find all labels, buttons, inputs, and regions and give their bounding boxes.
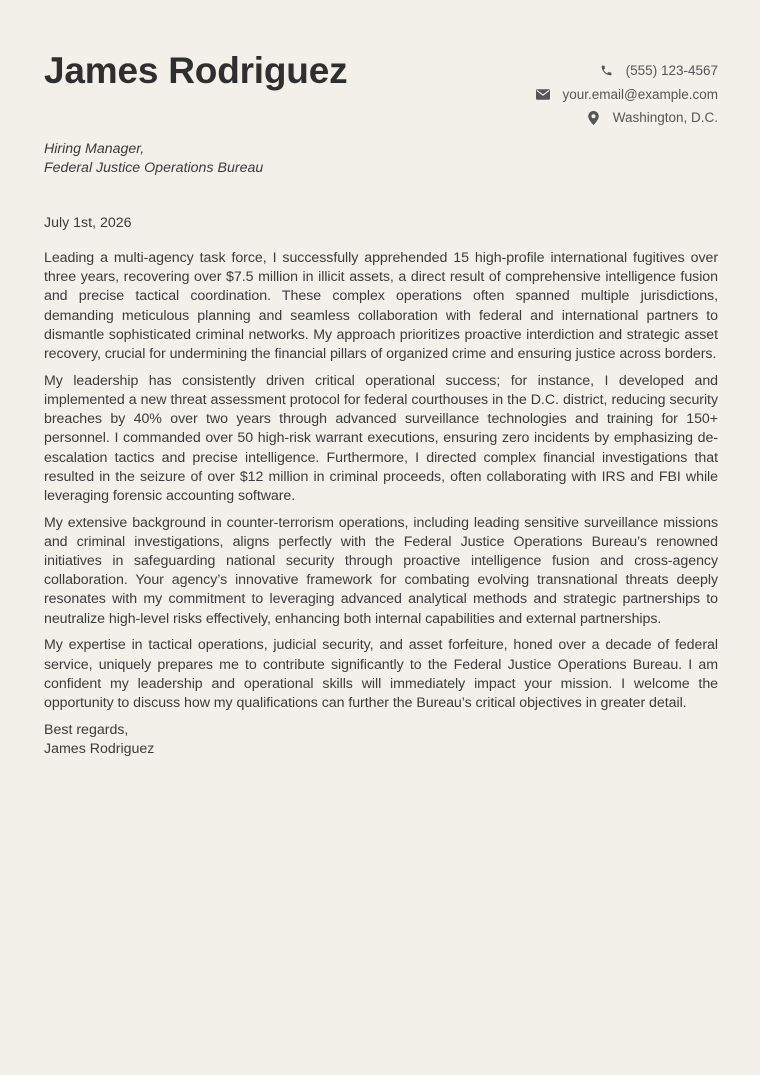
letter-date: July 1st, 2026 [44, 215, 132, 231]
body-paragraph: My expertise in tactical operations, judicial security, and asset forfeiture, honed over a decade of federal service, uniquely prepares me to contribute significantly to the Federal Justice Operations Bureau. I am confident my leadership and operational skills will immediately impact your mission. I welcome the opportunity to discuss how my qualifications can further the Bureau’s critical objectives in greater detail. [44, 637, 718, 711]
recipient-organization: Federal Justice Operations Bureau [44, 160, 264, 176]
map-pin-icon [587, 111, 601, 125]
envelope-icon [536, 87, 550, 101]
letter-header [44, 0, 718, 138]
phone-text: (555) 123-4567 [625, 63, 718, 79]
recipient-block [44, 140, 718, 178]
body-paragraph: My leadership has consistently driven critical operational success; for instance, I developed and implemented a new threat assessment protocol for federal courthouses in the D.C. district, reducing security breaches by 40% over two years through advanced surveillance technologies and training for 150+ personnel. I commanded over 50 high-risk warrant executions, ensuring zero incidents by emphasizing de-escalation tactics and precise intelligence. Furthermore, I directed complex financial investigations that resulted in the seizure of over $12 million in criminal proceeds, often collaborating with IRS and FBI while leveraging forensic accounting software. [44, 372, 718, 504]
location-text: Washington, D.C. [612, 110, 718, 126]
closing-signature: James Rodriguez [44, 740, 155, 757]
contact-phone [536, 59, 718, 83]
body-paragraph: Leading a multi-agency task force, I successfully apprehended 15 high-profile international fugitives over three years, recovering over $7.5 million in illicit assets, a direct result of comprehensive intelligence fusion and precise tactical coordination. These complex operations often spanned multiple jurisdictions, demanding meticulous planning and seamless collaboration with federal and international partners to dismantle sophisticated criminal networks. My approach prioritizes proactive interdiction and strategic asset recovery, crucial for undermining the financial pillars of organized crime and ensuring justice across borders. [44, 250, 718, 363]
contact-info [536, 59, 718, 130]
email-text: your.email@example.com [562, 86, 718, 102]
letter-body [44, 249, 718, 713]
contact-location [536, 106, 718, 130]
closing-salutation: Best regards, [44, 721, 129, 738]
closing-block [44, 721, 718, 759]
contact-email [536, 83, 718, 107]
phone-icon [600, 64, 614, 78]
cover-letter-page [44, 0, 718, 1075]
recipient-title: Hiring Manager, [44, 141, 145, 157]
applicant-name: James Rodriguez [44, 50, 348, 91]
body-paragraph: My extensive background in counter-terrorism operations, including leading sensitive surveillance missions and criminal investigations, aligns perfectly with the Federal Justice Operations Bureau’s renowned initiatives in safeguarding national security through proactive intelligence fusion and cross-agency collaboration. Your agency’s innovative framework for combating evolving transnational threats deeply resonates with my commitment to leveraging advanced analytical methods and strategic partnerships to neutralize high-level risks effectively, enhancing both internal capabilities and external partnerships. [44, 514, 718, 627]
